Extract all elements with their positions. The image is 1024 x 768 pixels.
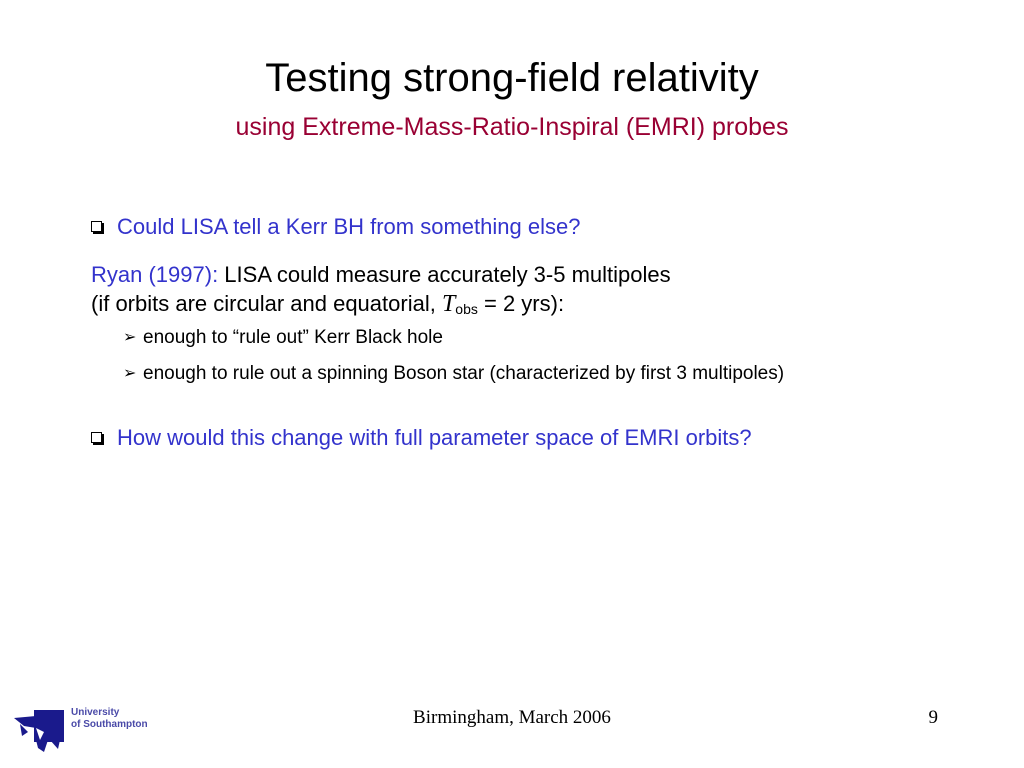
sub-bullet-1	[123, 327, 443, 350]
footer-location-date: Birmingham, March 2006	[413, 707, 611, 728]
ryan-line1: LISA could measure accurately 3-5 multipoles	[218, 262, 671, 287]
page-number: 9	[928, 707, 938, 728]
checkbox-square-icon	[91, 432, 102, 443]
t-obs-symbol: T	[441, 291, 456, 317]
logo-line1: University	[71, 707, 120, 718]
question-1-text: Could LISA tell a Kerr BH from something else?	[117, 214, 581, 239]
question-bullet-1	[91, 214, 580, 240]
ryan-citation: Ryan (1997):	[91, 262, 219, 287]
logo-line2: of Southampton	[71, 719, 148, 730]
sub-bullet-1-text: enough to “rule out” Kerr Black hole	[143, 327, 443, 348]
checkbox-square-icon	[91, 221, 102, 232]
sub-bullet-2-text: enough to rule out a spinning Boson star (characterized by first 3 multipoles)	[143, 363, 785, 384]
ryan-paragraph	[91, 260, 671, 319]
ryan-line2-suffix: = 2 yrs):	[477, 291, 565, 316]
question-bullet-2	[91, 425, 752, 451]
sub-bullet-2	[123, 363, 784, 386]
arrowhead-icon: ➢	[123, 365, 137, 382]
t-obs-subscript: obs	[455, 301, 478, 317]
arrowhead-icon: ➢	[123, 329, 137, 346]
question-2-text: How would this change with full parameter space of EMRI orbits?	[117, 425, 752, 450]
slide-title: Testing strong-field relativity	[265, 56, 759, 100]
ryan-line2-prefix: (if orbits are circular and equatorial,	[91, 291, 442, 316]
slide-subtitle: using Extreme-Mass-Ratio-Inspiral (EMRI) probes	[235, 113, 789, 141]
